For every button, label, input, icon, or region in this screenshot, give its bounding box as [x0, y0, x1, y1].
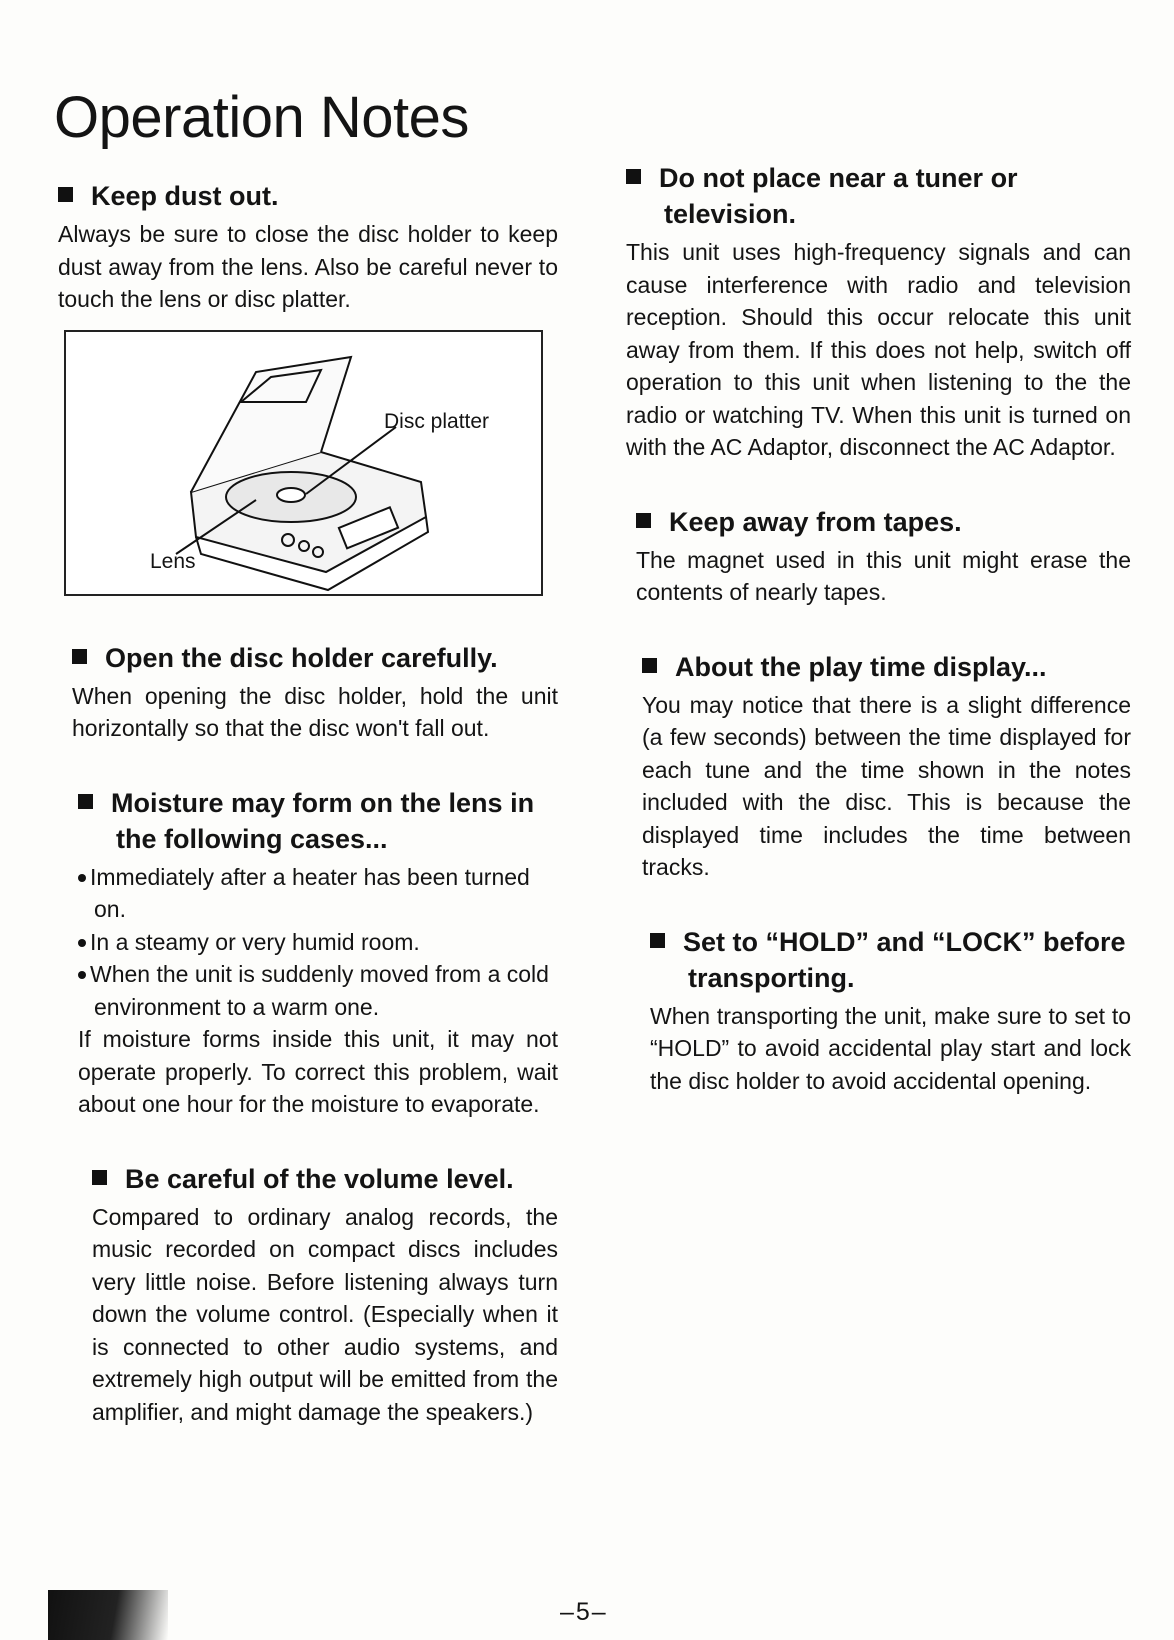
left-column	[58, 178, 558, 1468]
list-item: Immediately after a heater has been turned on.	[78, 861, 558, 926]
section-body: The magnet used in this unit might erase the contents of nearly tapes.	[636, 546, 1131, 605]
square-bullet-icon	[636, 513, 651, 528]
section-play-time	[626, 649, 1131, 884]
section-tuner	[626, 160, 1131, 464]
section-keep-dust	[58, 178, 558, 316]
bullet-dot-icon	[78, 939, 86, 947]
square-bullet-icon	[78, 794, 93, 809]
section-body: When transporting the unit, make sure to set to “HOLD” to avoid accidental play start and lock the disc holder to avoid accidental opening.	[650, 1002, 1131, 1094]
section-body: Always be sure to close the disc holder to keep dust away from the lens. Also be careful never to touch the lens or disc platter.	[58, 221, 558, 312]
right-column	[626, 160, 1131, 1137]
bullet-dot-icon	[78, 874, 86, 882]
section-tapes	[626, 504, 1131, 609]
cd-player-illustration	[64, 330, 543, 596]
section-heading: Do not place near a tuner or television.	[626, 160, 1131, 232]
section-volume	[58, 1161, 558, 1429]
section-heading: About the play time display...	[642, 649, 1131, 685]
list-item: When the unit is suddenly moved from a cold environment to a warm one.	[78, 958, 558, 1023]
disc-platter	[277, 488, 305, 502]
cd-player-drawing	[66, 332, 541, 594]
section-heading: Open the disc holder carefully.	[72, 640, 558, 676]
list-item: In a steamy or very humid room.	[78, 926, 558, 959]
section-moisture	[58, 785, 558, 1121]
section-heading: Set to “HOLD” and “LOCK” before transporting.	[650, 924, 1131, 996]
page-number: –5–	[560, 1598, 608, 1626]
square-bullet-icon	[58, 187, 73, 202]
section-body: This unit uses high-frequency signals and can cause interference with radio and television reception. Should this occur relocate this unit away from them. If this does not help, switch off operation to this unit when listening to the the radio or watching TV. When this unit is turned on with the AC Adaptor, disconnect the AC Adaptor.	[626, 239, 1131, 460]
section-heading: Moisture may form on the lens in the following cases...	[78, 785, 558, 857]
section-body: When opening the disc holder, hold the unit horizontally so that the disc won't fall out.	[72, 682, 558, 741]
section-body: Compared to ordinary analog records, the music recorded on compact discs includes very little noise. Before listening always turn down the volume control. (Especially when it is connected to other audio systems, and extremely high output will be emitted from the amplifier, and might damage the speakers.)	[92, 1203, 558, 1425]
square-bullet-icon	[92, 1170, 107, 1185]
moisture-cases-list	[78, 861, 558, 1024]
square-bullet-icon	[72, 649, 87, 664]
label-lens: Lens	[150, 549, 196, 573]
section-heading: Keep dust out.	[58, 178, 558, 214]
square-bullet-icon	[642, 658, 657, 673]
bullet-dot-icon	[78, 971, 86, 979]
section-hold-lock	[626, 924, 1131, 1098]
label-disc-platter: Disc platter	[384, 409, 490, 433]
scan-edge-shadow	[48, 1590, 168, 1640]
section-body: If moisture forms inside this unit, it may not operate properly. To correct this problem, wait about one hour for the moisture to evaporate.	[78, 1026, 558, 1117]
section-body: You may notice that there is a slight difference (a few seconds) between the time displayed for each tune and the time shown in the notes included with the disc. This is because the displayed time includes the time between tracks.	[642, 691, 1131, 880]
section-open-holder	[58, 640, 558, 745]
section-heading: Be careful of the volume level.	[92, 1161, 558, 1197]
page-title: Operation Notes	[54, 85, 469, 150]
square-bullet-icon	[626, 169, 641, 184]
square-bullet-icon	[650, 933, 665, 948]
section-heading: Keep away from tapes.	[636, 504, 1131, 540]
